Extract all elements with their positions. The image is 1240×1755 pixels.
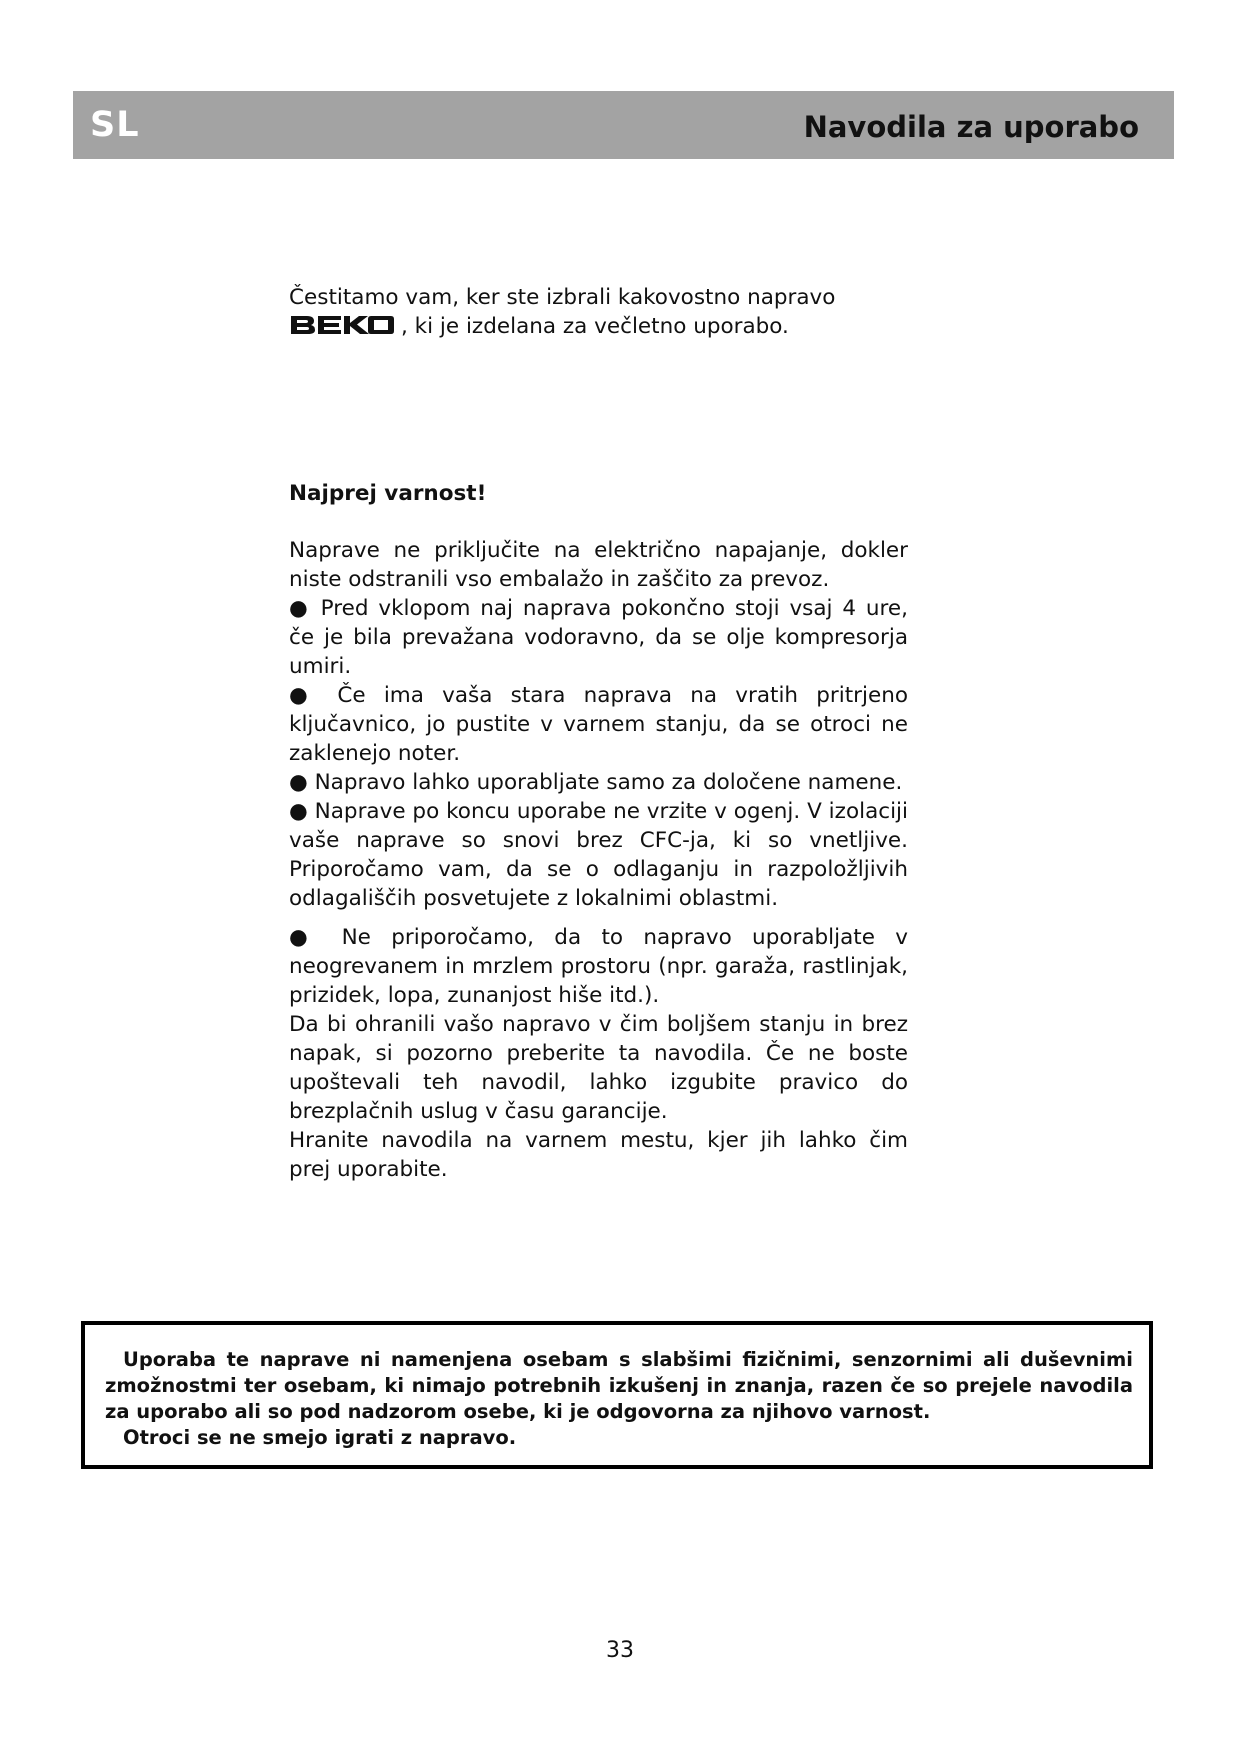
main-content [289, 283, 908, 1184]
safety-bullet: ● Pred vklopom naj naprava pokončno stoji vsaj 4 ure, če je bila prevažana vodoravno, da se olje kompresorja umiri. [289, 596, 908, 679]
intro-text [289, 283, 908, 341]
safety-bullet: ● Naprave po koncu uporabe ne vrzite v ogenj. V izolaciji vaše naprave so snovi brez CFC-ja, ki so vnetljive. Priporočamo vam, da se o odlaganju in razpoložljivih odlagališčih posvetujete z lokalnimi oblastmi. [289, 799, 908, 911]
document-title: Navodila za uporabo [803, 110, 1139, 144]
language-code: SL [90, 105, 140, 145]
warning-paragraph: Uporaba te naprave ni namenjena osebam s slabšimi fizičnimi, senzornimi ali duševnimi zmožnostmi ter osebam, ki nimajo potrebnih izkušenj in znanja, razen če so prejele navodila za uporabo ali so pod nadzorom osebe, ki je odgovorna za njihovo varnost. [105, 1348, 1133, 1423]
intro-line-2 [289, 312, 908, 341]
safety-paragraph: Da bi ohranili vašo napravo v čim boljšem stanju in brez napak, si pozorno preberite ta navodila. Če ne boste upoštevali teh navodil, lahko izgubite pravico do brezplačnih uslug v času garancije. [289, 1012, 908, 1124]
warning-box [81, 1321, 1153, 1469]
safety-heading: Najprej varnost! [289, 481, 487, 506]
beko-logo-icon [289, 314, 395, 336]
intro-line-1: Čestitamo vam, ker ste izbrali kakovostno napravo [289, 285, 836, 310]
safety-paragraph: Hranite navodila na varnem mestu, kjer jih lahko čim prej uporabite. [289, 1128, 908, 1182]
page-number: 33 [606, 1638, 634, 1663]
safety-bullet: ● Napravo lahko uporabljate samo za določene namene. [289, 770, 903, 795]
warning-paragraph-children: Otroci se ne smejo igrati z napravo. [123, 1426, 517, 1449]
safety-bullet: ● Če ima vaša stara naprava na vratih pritrjeno ključavnico, jo pustite v varnem stanju, da se otroci ne zaklenejo noter. [289, 683, 908, 766]
intro-line-2-text: , ki je izdelana za večletno uporabo. [401, 314, 789, 339]
safety-paragraph: Naprave ne priključite na električno napajanje, dokler niste odstranili vso embalažo in zaščito za prevoz. [289, 538, 908, 592]
safety-bullet: ● Ne priporočamo, da to napravo uporabljate v neogrevanem in mrzlem prostoru (npr. garaža, rastlinjak, prizidek, lopa, zunanjost hiše itd.). [289, 925, 908, 1008]
